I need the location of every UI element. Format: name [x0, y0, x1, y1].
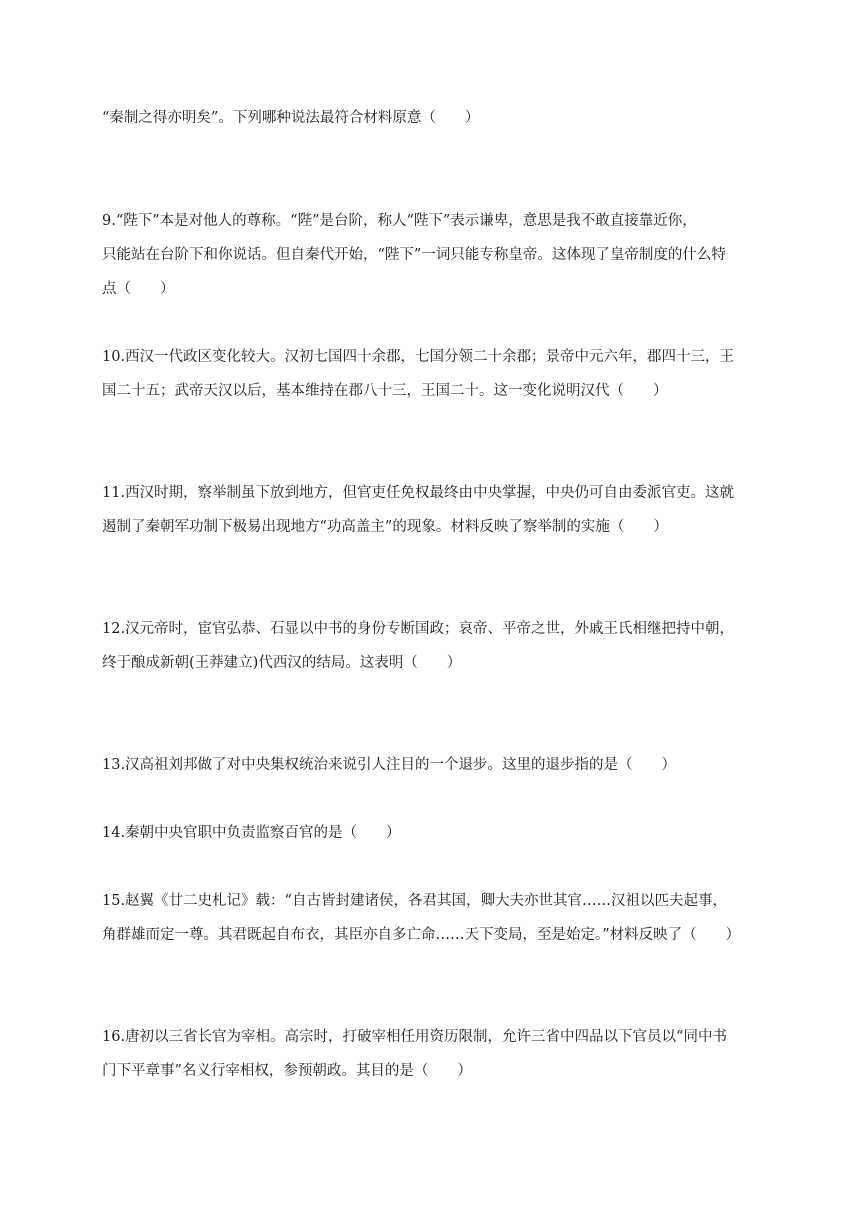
q13-stem: 13.汉高祖刘邦做了对中央集权统治来说引人注目的一个退步。这里的退步指的是（ ）	[102, 757, 677, 773]
q14-stem: 14.秦朝中央官职中负责监察百官的是（ ）	[102, 825, 401, 841]
q10-stem-line-1: 10.西汉一代政区变化较大。汉初七国四十余郡，七国分领二十余郡；景帝中元六年，郡四十三，王	[102, 349, 735, 365]
q10-stem-line-2: 国二十五；武帝天汉以后，基本维持在郡八十三，王国二十。这一变化说明汉代（ ）	[102, 383, 668, 399]
q8-stem-tail: “秦制之得亦明矣”。下列哪种说法最符合材料原意（ ）	[102, 110, 480, 126]
q16-stem-line-1: 16.唐初以三省长官为宰相。高宗时，打破宰相任用资历限制，允许三省中四品以下官员以“同中书	[102, 1029, 727, 1045]
q11-stem-line-2: 遏制了秦朝军功制下极易出现地方“功高盖主”的现象。材料反映了察举制的实施（ ）	[102, 519, 668, 535]
q9-stem-line-3: 点（ ）	[102, 281, 175, 297]
q9-stem-line-2: 只能站在台阶下和你说话。但自秦代开始，“陛下”一词只能专称皇帝。这体现了皇帝制度的什么特	[102, 247, 726, 263]
q16-stem-line-2: 门下平章事”名义行宰相权，参预朝政。其目的是（ ）	[102, 1063, 472, 1079]
q11-stem-line-1: 11.西汉时期，察举制虽下放到地方，但官吏任免权最终由中央掌握，中央仍可自由委派官吏。这就	[102, 485, 735, 501]
q12-stem-line-2: 终于酿成新朝(王莽建立)代西汉的结局。这表明（ ）	[102, 655, 462, 671]
q15-stem-line-1: 15.赵翼《廿二史札记》载：“自古皆封建诸侯，各君其国，卿大夫亦世其官……汉祖以匹夫起事，	[102, 893, 727, 909]
q12-stem-line-1: 12.汉元帝时，宦官弘恭、石显以中书的身份专断国政；哀帝、平帝之世，外戚王氏相继把持中朝，	[102, 621, 735, 637]
q15-stem-line-2: 角群雄而定一尊。其君既起自布衣，其臣亦自多亡命……天下变局，至是始定。”材料反映了（ ）	[102, 927, 741, 943]
q9-stem-line-1: 9.“陛下”本是对他人的尊称。“陛”是台阶，称人“陛下”表示谦卑，意思是我不敢直接靠近你，	[102, 213, 697, 229]
